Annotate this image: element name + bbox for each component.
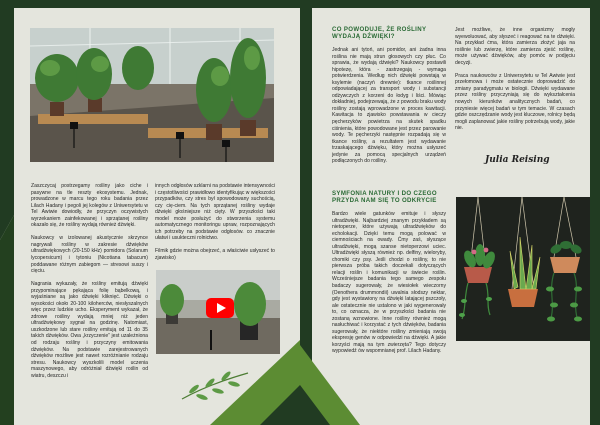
paragraph: Bardzo wiele gatunków emituje i słyszy ultradźwięki. Najbardziej znanym przykładem są nietoperze, które używają ultradźwięków do echolokacji. Dzięki temu mogą polować w ciemnościach na owady. Ćmy zaś, słyszące ultradźwięki, mogą szanse nietoperzowi uciec. Ultradźwięki słyszą również np. delfiny, wieloryby, chomiki czy psy. Jeśli chodzi o rośliny, to nie pierwsza próba takich doczekali dotyczących relacji roślin i komunikacji w świecie roślin. Wcześniejsze badania tego samego zespołu badaczy sugerowały, że wiesiołek wieczorny (Oenothera drummondii) uwalnia słodszy nektar, gdy jest wystawiony na dźwięki latającej pszczoły, ale ostatecznie nie ustalono w jaki wygenerowały to, co oznacza, że w przyszłości badania nie zostaną wznowione. Inne rośliny również mogą nasłuchiwać i korzystać z tych dźwięków, badania sugerowały, że niektóre rośliny zmieniają swoją ekspresję genów w odpowiedzi na dźwięki. A jakie korzyści mają na tym zwierzęta? Tego dotyczy wypowiedź ów wspomnianej prof. Lilach Hadany. [332,211,446,355]
left-column-2 [155,183,275,268]
youtube-play-icon[interactable] [206,298,234,318]
leaf-sprig-icon [180,367,250,405]
right-column-1a [332,47,446,171]
heading-what-causes-sounds: CO POWODUJE, ŻE ROŚLINY WYDAJĄ DŹWIĘKI? [332,26,427,41]
paragraph: Praca naukowców z Uniwersytetu w Tel Awiwie jest przełomowa i może ostatecznie doprowadzić do zmiany paradygmatu w biologii. Dźwięki wydawane przez rośliny przyczyniają się do wykształcenia nowych kierunków analitycznych badań, co przyniesie więcej badań w tym temacie. W czasach gdzie oszczędzanie wody jest kluczowe, rolnicy będą mogli zaplanować jakie rośliny potrzebują wody, jakie nie. [455,72,575,132]
paragraph: Naukowcy w izolowanej akustycznie skrzynce nagrywali rośliny w zakresie dźwięków ultradźwiękowych (20-150 kHz) pomidora (Solanum lycopersicum) i tytoniu (Nicotiana tabacum) poddawane różnym zabiegom — stresowi suszy i cięciu. [31,235,148,275]
hanging-plants-illustration [456,197,590,341]
paragraph: Filmik gdzie można obejrzeć, a właściwie usłyszeć to zjawisko) [155,248,275,261]
right-column-1b [332,211,446,362]
left-column-1 [31,183,148,386]
right-column-2 [455,27,575,138]
heading-symphony-of-nature: SYMFONIA NATURY I DO CZEGO PRZYDA NAM SIĘ TO ODKRYCIE [332,190,437,205]
paragraph: Jest możliwe, że inne organizmy mogły wyewoluować, aby słyszeć i reagować na te dźwięki. Na przykład ćma, która zamierza złożyć jaja na roślinie lub zwierzę, które zamierza zjeść roślinę, może używać dźwięków, aby pomóc w podjęciu decyzji. [455,27,575,66]
author-signature: Julia Reising [485,155,550,165]
paragraph: Jednak ani tytoń, ani pomidor, ani żadna inna roślina nie mają strun głosowych czy płuc. Co sprawia, że wydają dźwięki? Naukowcy postawili hipotezę, która - zastrzegają - wymaga potwierdzenia. Według nich dźwięki powstają w ksylemie (naczyń drewnie): tkance roślinnej odpowiadającej za transport wody i substancji odżywczych z korzeni do łodyg i liści. Mówiąc dokładniej, podejrzewają, że z powodu braku wody rośliny zostają wprowadzone w proces kawitacji. Kawitacja to zjawisko powstawania w cieczy pęcherzyków powietrza na skutek spadku ciśnienia, które powodowane jest przez parowanie wody. Te pęcherzyki następnie rozpadają się w tkance rośliny, a rezultatem jest wydawanie trzaskającego dźwięku, który można usłyszeć jedynie za pomocą specjalnych urządzeń podłączonych do rośliny. [332,47,446,165]
right-page [300,0,600,425]
paragraph: Nagrania wykazały, że rośliny emitują dźwięki przypominające pękająca folię bąbelkową, i wyjaśniane są jako dźwięki kliknięć. Dźwięki o wysokości około 20-100 kiloherców, niesłyszalnych więc przez ludzkie ucho. Eksperyment wykazał, że zdrowe rośliny wydają mniej niż jeden ultradźwiękowy sygnał na godzinę. Natomiast, uszkodzone lub stare rośliny emitują od 11 do 35 takich dźwięków. Owa „krzyczenie” jest uzależniona od rodzaju rośliny i przyczyny emitowania dźwięków. Na podstawie zarejestrowanych dźwięków możliwe jest nawet rozróżnianie rodzaju stresu. Naukowcy wyszkolili model uczenia maszynowego, aby odróżniał dźwięki roślin od wiatru, deszczu i [31,281,148,379]
greenhouse-photo [30,28,274,162]
paragraph: Zaszczycaj postrzegamy rośliny jako ciche i pasywne na tle reszty ekosystemu. Jednak, prowadzone w marcu tego roku badania przez Lilach Hadany i pegoli jej kolegów z Uniwersytetu w Tel Awiwie dowiodły, że przyczyn oczywistych wyrzekaniem zainfekowanej i sprzątanej rośliny okazało się, że rośliny wydają również dźwięki. [31,183,148,229]
paragraph: innych odgłosów szklarni na podstawie intensywności i częstotliwości prawidłowo identyfikując w większości przypadków, czy stres był spowodowany suchością, czy cię-ciem. Na tych sprzątanej rośliny wydaje dźwięki głośniejsze niż cięty. W przyszłości taki model może posłużyć do stworzenia systemu automatycznego monitoringu upraw, rozpoznających ich potrzeby na podstawie odgłosów. co znacznie ułatwi i usukteczni rolnictwo. [155,183,275,242]
